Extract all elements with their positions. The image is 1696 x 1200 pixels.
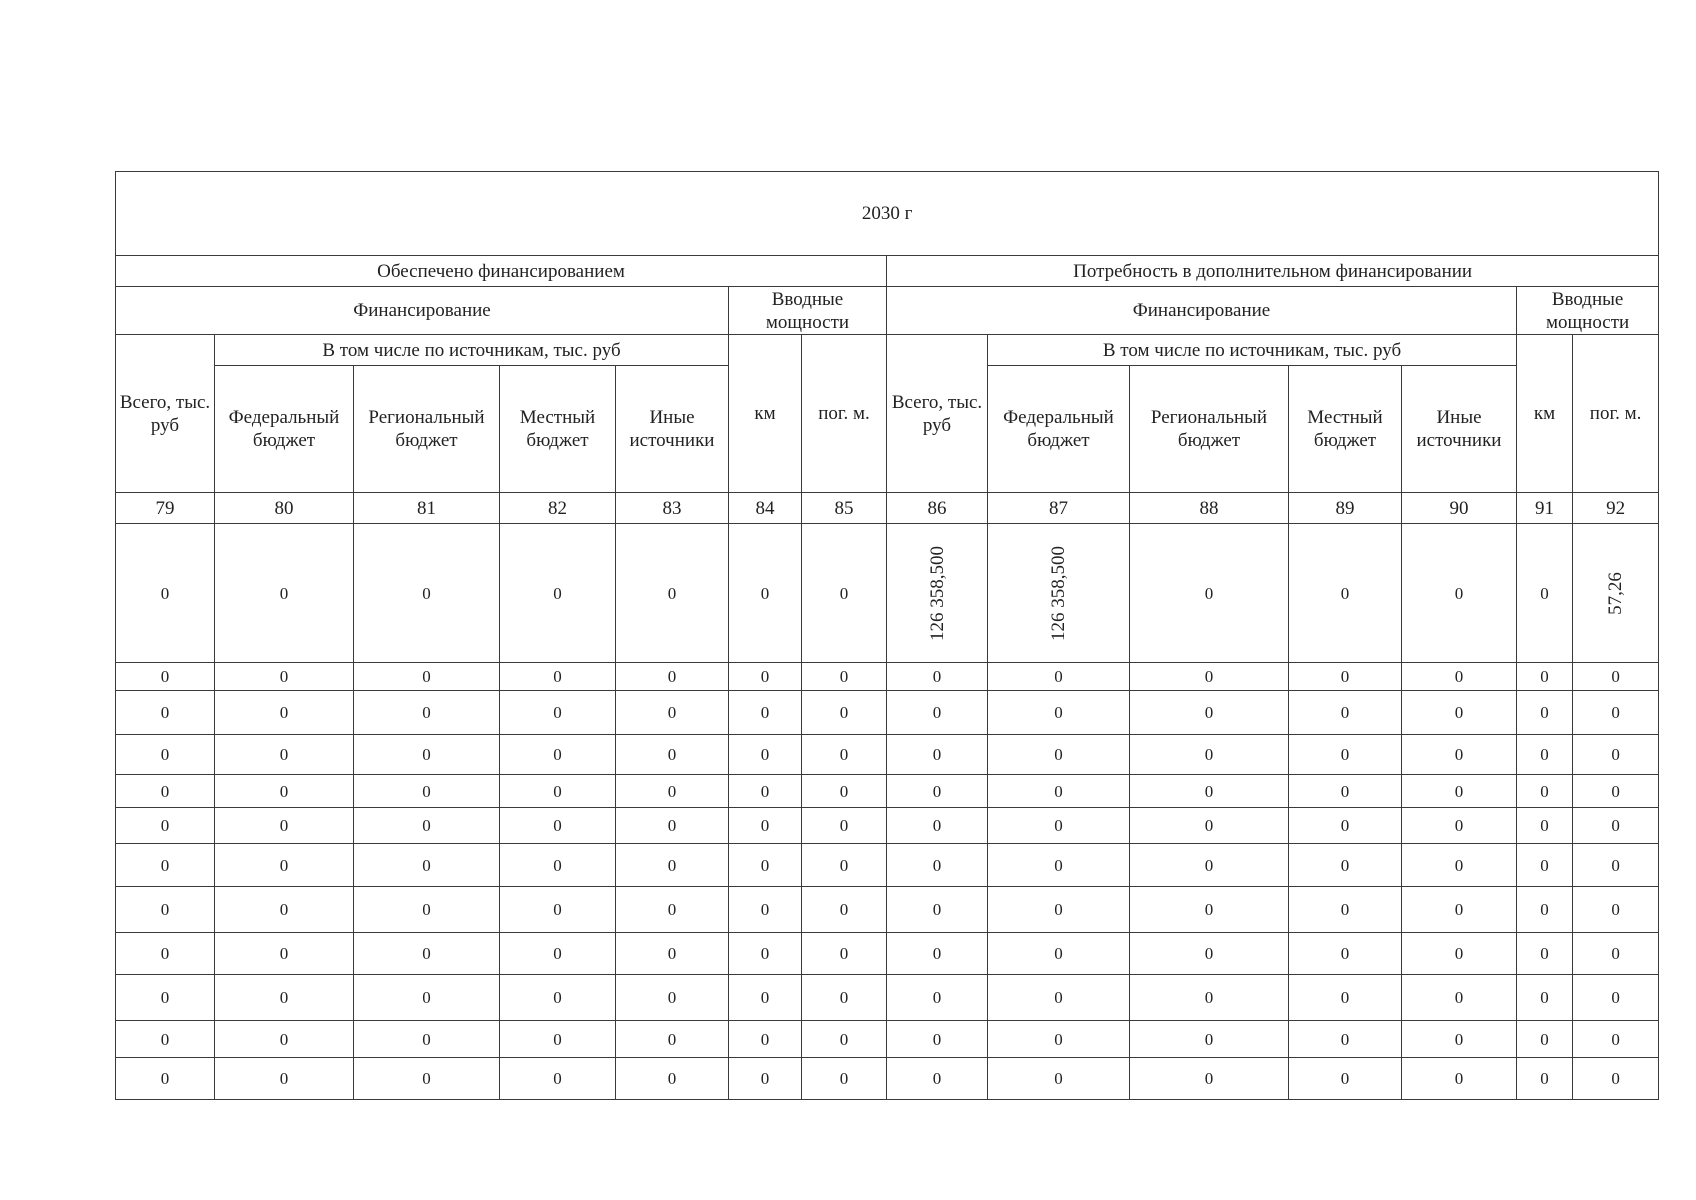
data-cell: 0 (500, 1021, 616, 1058)
data-cell: 0 (116, 808, 215, 844)
data-cell: 0 (1289, 808, 1402, 844)
data-cell: 0 (1130, 933, 1289, 975)
data-cell: 0 (215, 691, 354, 735)
data-cell: 0 (1289, 735, 1402, 775)
column-number: 79 (116, 493, 215, 524)
data-cell: 0 (1517, 975, 1573, 1021)
column-number: 80 (215, 493, 354, 524)
data-cell: 0 (802, 1058, 887, 1100)
data-cell: 0 (116, 844, 215, 887)
data-cell (887, 524, 988, 663)
data-cell: 0 (116, 933, 215, 975)
data-cell: 0 (1402, 844, 1517, 887)
data-cell-value: 126 358,500 (926, 545, 948, 641)
data-cell: 0 (887, 844, 988, 887)
secured-pog-header: пог. м. (802, 335, 887, 493)
data-cell: 0 (729, 975, 802, 1021)
data-cell: 0 (354, 808, 500, 844)
data-cell: 0 (1573, 933, 1659, 975)
needed-local-header: Местный бюджет (1289, 366, 1402, 493)
data-cell: 0 (116, 524, 215, 663)
data-cell: 0 (1130, 735, 1289, 775)
data-cell: 0 (1130, 524, 1289, 663)
table-row (116, 775, 1659, 808)
data-cell: 0 (616, 844, 729, 887)
table-row (116, 691, 1659, 735)
data-cell: 0 (1130, 975, 1289, 1021)
data-cell: 0 (802, 933, 887, 975)
data-cell: 0 (215, 735, 354, 775)
sources-row (116, 335, 1659, 366)
data-cell: 0 (988, 775, 1130, 808)
needed-sources-header: В том числе по источникам, тыс. руб (988, 335, 1517, 366)
needed-regional-header: Региональный бюджет (1130, 366, 1289, 493)
data-cell: 0 (988, 691, 1130, 735)
data-cell: 0 (729, 933, 802, 975)
data-cell: 0 (215, 844, 354, 887)
financing-table (115, 171, 1659, 1100)
data-cell: 0 (887, 933, 988, 975)
data-cell-value: 57,26 (1605, 571, 1627, 615)
data-cell: 0 (1130, 775, 1289, 808)
table-row (116, 975, 1659, 1021)
data-cell: 0 (1130, 808, 1289, 844)
data-cell: 0 (1130, 844, 1289, 887)
year-title: 2030 г (116, 172, 1659, 256)
needed-capacity-header: Вводные мощности (1517, 287, 1659, 335)
data-cell: 0 (988, 735, 1130, 775)
data-cell: 0 (1130, 1058, 1289, 1100)
data-cell: 0 (887, 887, 988, 933)
data-cell: 0 (500, 1058, 616, 1100)
group-row (116, 256, 1659, 287)
data-cell: 0 (1517, 808, 1573, 844)
data-cell: 0 (1402, 775, 1517, 808)
data-cell: 0 (887, 1021, 988, 1058)
data-cell: 0 (500, 887, 616, 933)
data-cell: 0 (887, 691, 988, 735)
data-cell: 0 (729, 808, 802, 844)
column-number: 84 (729, 493, 802, 524)
data-cell: 0 (1289, 1058, 1402, 1100)
table-row (116, 524, 1659, 663)
secured-km-header: км (729, 335, 802, 493)
data-cell: 0 (1130, 887, 1289, 933)
data-cell: 0 (1573, 775, 1659, 808)
data-cell: 0 (1130, 1021, 1289, 1058)
data-cell: 0 (1402, 691, 1517, 735)
data-cell: 0 (1402, 1058, 1517, 1100)
secured-other-header: Иные источники (616, 366, 729, 493)
data-cell: 0 (1517, 735, 1573, 775)
data-cell: 0 (354, 1058, 500, 1100)
data-cell: 0 (1517, 524, 1573, 663)
column-number: 88 (1130, 493, 1289, 524)
data-cell: 0 (802, 975, 887, 1021)
column-number: 91 (1517, 493, 1573, 524)
data-cell: 0 (729, 691, 802, 735)
title-row (116, 172, 1659, 256)
column-number: 83 (616, 493, 729, 524)
data-cell: 0 (887, 775, 988, 808)
data-cell: 0 (1402, 933, 1517, 975)
data-cell: 0 (354, 933, 500, 975)
secured-federal-header: Федеральный бюджет (215, 366, 354, 493)
data-cell: 0 (887, 1058, 988, 1100)
data-cell: 0 (354, 663, 500, 691)
column-number-row (116, 493, 1659, 524)
data-cell: 0 (215, 975, 354, 1021)
needed-federal-header: Федеральный бюджет (988, 366, 1130, 493)
data-cell: 0 (1517, 887, 1573, 933)
column-number: 85 (802, 493, 887, 524)
data-cell: 0 (116, 663, 215, 691)
data-cell: 0 (1517, 775, 1573, 808)
table-row (116, 844, 1659, 887)
data-cell: 0 (1573, 735, 1659, 775)
data-cell: 0 (1402, 524, 1517, 663)
table-row (116, 663, 1659, 691)
data-cell: 0 (729, 663, 802, 691)
data-cell: 0 (1573, 691, 1659, 735)
data-cell: 0 (1402, 887, 1517, 933)
column-number: 92 (1573, 493, 1659, 524)
data-cell: 0 (729, 844, 802, 887)
data-cell: 0 (500, 524, 616, 663)
secured-regional-header: Региональный бюджет (354, 366, 500, 493)
needed-group-header: Потребность в дополнительном финансировании (887, 256, 1659, 287)
data-cell: 0 (1402, 808, 1517, 844)
data-cell: 0 (616, 735, 729, 775)
column-number: 82 (500, 493, 616, 524)
data-cell: 0 (1289, 663, 1402, 691)
data-cell: 0 (988, 1021, 1130, 1058)
data-cell: 0 (116, 735, 215, 775)
data-cell: 0 (802, 887, 887, 933)
data-cell: 0 (802, 808, 887, 844)
data-cell: 0 (1289, 775, 1402, 808)
data-cell: 0 (729, 1058, 802, 1100)
data-cell: 0 (500, 663, 616, 691)
data-cell: 0 (1402, 663, 1517, 691)
secured-sources-header: В том числе по источникам, тыс. руб (215, 335, 729, 366)
data-cell: 0 (215, 524, 354, 663)
needed-other-header: Иные источники (1402, 366, 1517, 493)
column-number: 90 (1402, 493, 1517, 524)
data-cell: 0 (215, 933, 354, 975)
data-cell: 0 (1573, 808, 1659, 844)
data-cell: 0 (802, 775, 887, 808)
table-row (116, 933, 1659, 975)
secured-financing-header: Финансирование (116, 287, 729, 335)
data-cell: 0 (616, 775, 729, 808)
data-cell: 0 (729, 735, 802, 775)
secured-group-header: Обеспечено финансированием (116, 256, 887, 287)
data-cell: 0 (887, 663, 988, 691)
data-cell: 0 (802, 735, 887, 775)
data-cell: 0 (802, 663, 887, 691)
data-cell: 0 (116, 1021, 215, 1058)
data-cell: 0 (1289, 933, 1402, 975)
data-cell: 0 (354, 975, 500, 1021)
data-cell: 0 (1402, 975, 1517, 1021)
data-cell: 0 (616, 1021, 729, 1058)
data-cell: 0 (729, 524, 802, 663)
data-cell: 0 (500, 775, 616, 808)
data-cell: 0 (988, 808, 1130, 844)
data-cell: 0 (1517, 691, 1573, 735)
column-number: 89 (1289, 493, 1402, 524)
data-cell: 0 (354, 1021, 500, 1058)
data-cell: 0 (616, 975, 729, 1021)
data-cell: 0 (616, 933, 729, 975)
data-cell: 0 (1517, 1058, 1573, 1100)
data-cell: 0 (500, 844, 616, 887)
data-cell: 0 (1573, 663, 1659, 691)
data-cell: 0 (354, 844, 500, 887)
data-cell-value: 126 358,500 (1048, 545, 1069, 641)
data-cell: 0 (500, 933, 616, 975)
data-cell: 0 (802, 524, 887, 663)
table-row (116, 735, 1659, 775)
data-cell: 0 (116, 1058, 215, 1100)
needed-total-header: Всего, тыс. руб (887, 335, 988, 493)
data-cell: 0 (616, 524, 729, 663)
data-cell: 0 (500, 735, 616, 775)
data-cell: 0 (354, 524, 500, 663)
data-cell: 0 (616, 1058, 729, 1100)
data-cell: 0 (1573, 1021, 1659, 1058)
data-cell: 0 (616, 663, 729, 691)
data-cell: 0 (1402, 735, 1517, 775)
data-cell: 0 (1130, 691, 1289, 735)
data-cell: 0 (988, 663, 1130, 691)
data-cell: 0 (354, 887, 500, 933)
secured-capacity-header: Вводные мощности (729, 287, 887, 335)
data-cell: 0 (1573, 975, 1659, 1021)
data-cell: 0 (802, 1021, 887, 1058)
data-cell: 0 (215, 1021, 354, 1058)
data-cell: 0 (887, 735, 988, 775)
secured-total-header: Всего, тыс. руб (116, 335, 215, 493)
data-cell: 0 (988, 844, 1130, 887)
data-cell (988, 524, 1130, 663)
column-number: 81 (354, 493, 500, 524)
data-cell: 0 (354, 691, 500, 735)
data-cell: 0 (215, 887, 354, 933)
needed-km-header: км (1517, 335, 1573, 493)
data-cell: 0 (1517, 933, 1573, 975)
column-number: 86 (887, 493, 988, 524)
data-cell: 0 (354, 735, 500, 775)
data-cell: 0 (616, 808, 729, 844)
data-cell: 0 (1289, 524, 1402, 663)
data-cell: 0 (802, 844, 887, 887)
data-cell: 0 (215, 1058, 354, 1100)
data-cell: 0 (1130, 663, 1289, 691)
data-cell: 0 (1402, 1021, 1517, 1058)
data-cell: 0 (1573, 887, 1659, 933)
data-cell: 0 (1517, 844, 1573, 887)
data-cell: 0 (988, 1058, 1130, 1100)
data-cell: 0 (729, 1021, 802, 1058)
data-cell: 0 (616, 691, 729, 735)
data-cell: 0 (1573, 1058, 1659, 1100)
data-cell: 0 (1573, 844, 1659, 887)
needed-financing-header: Финансирование (887, 287, 1517, 335)
table-row (116, 887, 1659, 933)
data-cell: 0 (988, 975, 1130, 1021)
data-cell: 0 (1289, 691, 1402, 735)
table-row (116, 808, 1659, 844)
table-row (116, 1021, 1659, 1058)
data-cell (1573, 524, 1659, 663)
data-cell: 0 (215, 663, 354, 691)
data-cell: 0 (354, 775, 500, 808)
subgroup-row (116, 287, 1659, 335)
data-cell: 0 (988, 933, 1130, 975)
data-cell: 0 (1289, 844, 1402, 887)
data-cell: 0 (729, 775, 802, 808)
table-row (116, 1058, 1659, 1100)
data-cell: 0 (1289, 975, 1402, 1021)
data-cell: 0 (116, 691, 215, 735)
data-cell: 0 (500, 808, 616, 844)
data-cell: 0 (887, 808, 988, 844)
secured-local-header: Местный бюджет (500, 366, 616, 493)
data-cell: 0 (215, 808, 354, 844)
data-cell: 0 (988, 887, 1130, 933)
data-cell: 0 (802, 691, 887, 735)
data-cell: 0 (116, 975, 215, 1021)
data-cell: 0 (116, 775, 215, 808)
data-cell: 0 (1289, 887, 1402, 933)
data-cell: 0 (1517, 1021, 1573, 1058)
data-cell: 0 (1517, 663, 1573, 691)
data-cell: 0 (215, 775, 354, 808)
data-cell: 0 (887, 975, 988, 1021)
data-cell: 0 (1289, 1021, 1402, 1058)
data-cell: 0 (116, 887, 215, 933)
needed-pog-header: пог. м. (1573, 335, 1659, 493)
data-cell: 0 (500, 691, 616, 735)
data-cell: 0 (500, 975, 616, 1021)
data-cell: 0 (729, 887, 802, 933)
column-number: 87 (988, 493, 1130, 524)
data-cell: 0 (616, 887, 729, 933)
